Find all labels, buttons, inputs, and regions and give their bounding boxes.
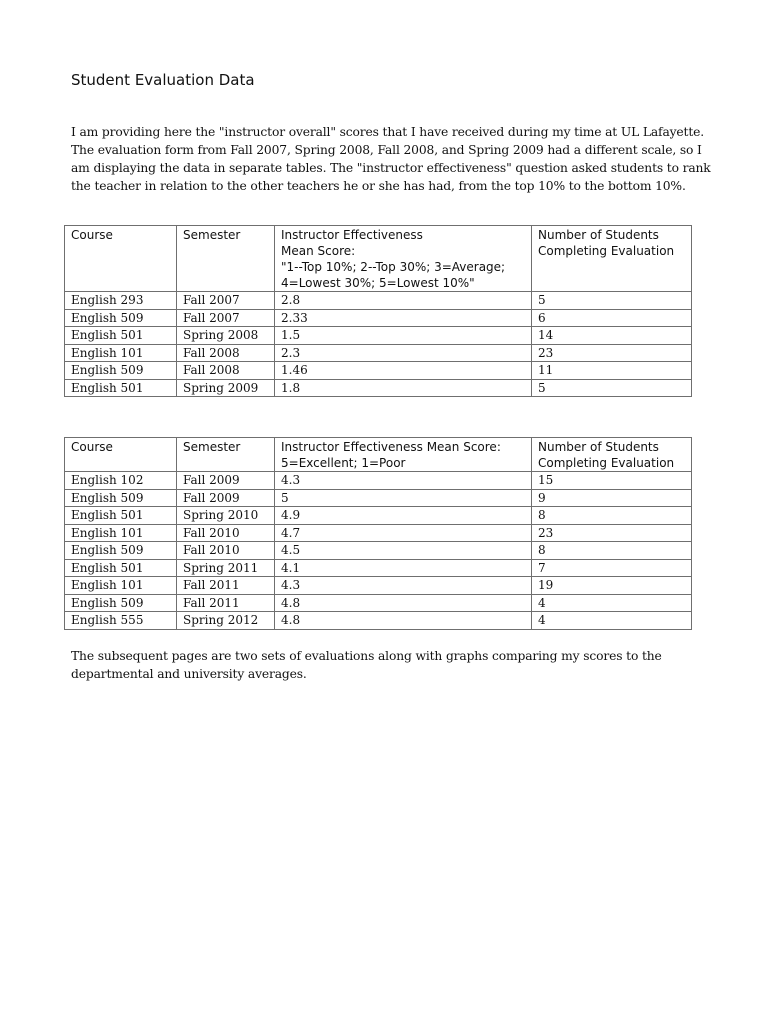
cell-students: 23 xyxy=(532,344,692,362)
cell-students: 7 xyxy=(532,559,692,577)
page-title: Student Evaluation Data xyxy=(71,71,255,89)
table-row xyxy=(65,489,692,507)
evaluation-table-2009-2012 xyxy=(64,437,692,630)
cell-course: English 101 xyxy=(65,577,177,595)
cell-semester: Fall 2007 xyxy=(177,309,275,327)
table-row xyxy=(65,594,692,612)
cell-score: 1.5 xyxy=(275,327,532,345)
cell-course: English 501 xyxy=(65,327,177,345)
table-row xyxy=(65,292,692,310)
cell-semester: Spring 2010 xyxy=(177,507,275,525)
header-students-line: Completing Evaluation xyxy=(538,244,675,258)
cell-semester: Fall 2010 xyxy=(177,542,275,560)
table-row xyxy=(65,379,692,397)
cell-course: English 509 xyxy=(65,489,177,507)
cell-score: 4.3 xyxy=(275,577,532,595)
header-mean-score-line: Instructor Effectiveness xyxy=(281,228,423,242)
cell-students: 9 xyxy=(532,489,692,507)
table-row xyxy=(65,577,692,595)
cell-course: English 101 xyxy=(65,344,177,362)
cell-students: 8 xyxy=(532,542,692,560)
header-mean-score-line: "1--Top 10%; 2--Top 30%; 3=Average; xyxy=(281,260,506,274)
cell-score: 2.33 xyxy=(275,309,532,327)
intro-line: the teacher in relation to the other teachers he or she has had, from the top 10% to the bottom 10%. xyxy=(71,179,686,193)
cell-semester: Spring 2011 xyxy=(177,559,275,577)
table-row xyxy=(65,507,692,525)
header-mean-score-line: Mean Score: xyxy=(281,244,356,258)
intro-line: The evaluation form from Fall 2007, Spring 2008, Fall 2008, and Spring 2009 had a different scale, so I xyxy=(71,143,702,157)
cell-course: English 293 xyxy=(65,292,177,310)
cell-course: English 501 xyxy=(65,559,177,577)
header-course: Course xyxy=(65,226,177,292)
table-row xyxy=(65,612,692,630)
cell-semester: Fall 2011 xyxy=(177,577,275,595)
cell-score: 4.8 xyxy=(275,594,532,612)
table-row xyxy=(65,309,692,327)
cell-score: 4.3 xyxy=(275,472,532,490)
table-header-row xyxy=(65,226,692,292)
cell-semester: Spring 2012 xyxy=(177,612,275,630)
evaluation-table-2007-2009 xyxy=(64,225,692,397)
cell-score: 4.9 xyxy=(275,507,532,525)
header-students-count xyxy=(532,226,692,292)
header-mean-score xyxy=(275,226,532,292)
outro-line: departmental and university averages. xyxy=(71,667,307,681)
cell-course: English 509 xyxy=(65,542,177,560)
header-mean-score-line: 4=Lowest 30%; 5=Lowest 10%" xyxy=(281,276,475,290)
table-row xyxy=(65,344,692,362)
outro-line: The subsequent pages are two sets of evaluations along with graphs comparing my scores to the xyxy=(71,649,662,663)
header-mean-score-line: Instructor Effectiveness Mean Score: xyxy=(281,440,501,454)
intro-paragraph xyxy=(71,123,711,195)
cell-students: 5 xyxy=(532,379,692,397)
header-course: Course xyxy=(65,438,177,472)
cell-course: English 501 xyxy=(65,507,177,525)
cell-course: English 509 xyxy=(65,309,177,327)
cell-semester: Fall 2009 xyxy=(177,472,275,490)
header-mean-score xyxy=(275,438,532,472)
intro-line: am displaying the data in separate tables. The "instructor effectiveness" question asked students to rank xyxy=(71,161,711,175)
cell-score: 4.7 xyxy=(275,524,532,542)
cell-semester: Spring 2008 xyxy=(177,327,275,345)
cell-course: English 101 xyxy=(65,524,177,542)
cell-score: 4.1 xyxy=(275,559,532,577)
table-row xyxy=(65,542,692,560)
cell-score: 4.8 xyxy=(275,612,532,630)
cell-students: 4 xyxy=(532,612,692,630)
header-students-line: Number of Students xyxy=(538,228,659,242)
cell-students: 15 xyxy=(532,472,692,490)
cell-students: 11 xyxy=(532,362,692,380)
cell-students: 5 xyxy=(532,292,692,310)
cell-students: 6 xyxy=(532,309,692,327)
table-row xyxy=(65,559,692,577)
cell-semester: Fall 2008 xyxy=(177,344,275,362)
cell-students: 19 xyxy=(532,577,692,595)
cell-semester: Fall 2010 xyxy=(177,524,275,542)
cell-semester: Fall 2008 xyxy=(177,362,275,380)
cell-semester: Fall 2007 xyxy=(177,292,275,310)
table-header-row xyxy=(65,438,692,472)
cell-students: 14 xyxy=(532,327,692,345)
header-semester: Semester xyxy=(177,226,275,292)
header-students-line: Number of Students xyxy=(538,440,659,454)
table-row xyxy=(65,327,692,345)
cell-students: 4 xyxy=(532,594,692,612)
cell-semester: Spring 2009 xyxy=(177,379,275,397)
cell-score: 4.5 xyxy=(275,542,532,560)
cell-semester: Fall 2011 xyxy=(177,594,275,612)
cell-students: 23 xyxy=(532,524,692,542)
cell-score: 1.46 xyxy=(275,362,532,380)
table-row xyxy=(65,362,692,380)
header-mean-score-line: 5=Excellent; 1=Poor xyxy=(281,456,406,470)
table-row xyxy=(65,472,692,490)
cell-students: 8 xyxy=(532,507,692,525)
header-semester: Semester xyxy=(177,438,275,472)
header-students-line: Completing Evaluation xyxy=(538,456,675,470)
cell-score: 2.3 xyxy=(275,344,532,362)
cell-course: English 555 xyxy=(65,612,177,630)
cell-score: 1.8 xyxy=(275,379,532,397)
cell-course: English 509 xyxy=(65,362,177,380)
cell-score: 5 xyxy=(275,489,532,507)
outro-paragraph xyxy=(71,647,711,683)
cell-course: English 509 xyxy=(65,594,177,612)
table-row xyxy=(65,524,692,542)
cell-course: English 102 xyxy=(65,472,177,490)
cell-semester: Fall 2009 xyxy=(177,489,275,507)
header-students-count xyxy=(532,438,692,472)
intro-line: I am providing here the "instructor overall" scores that I have received during my time at UL Lafayette. xyxy=(71,125,705,139)
cell-score: 2.8 xyxy=(275,292,532,310)
cell-course: English 501 xyxy=(65,379,177,397)
